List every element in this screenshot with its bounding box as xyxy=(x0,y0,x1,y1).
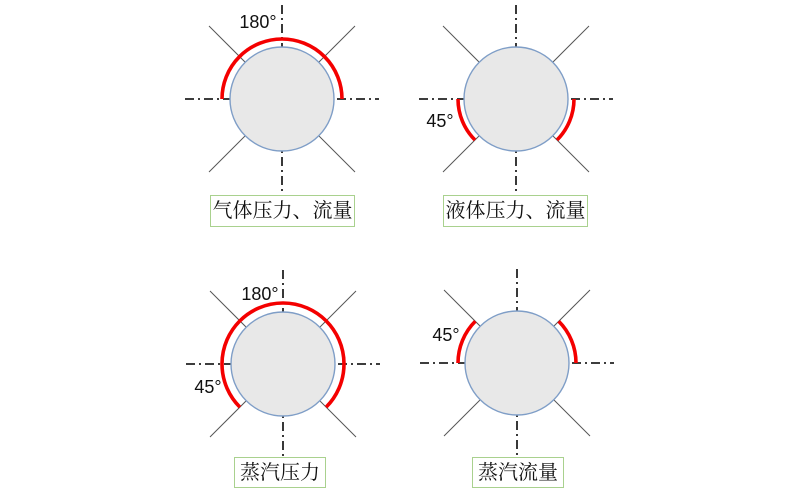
valve-circle-steam-flow xyxy=(465,311,569,415)
label-box-gas-pressure-flow xyxy=(210,195,355,227)
panel-steam-pressure xyxy=(186,270,380,458)
label-text-steam-pressure: 蒸汽压力 xyxy=(240,461,320,484)
panel-liquid-pressure-flow xyxy=(419,5,613,193)
angle-label-gas-pressure-flow-0: 180° xyxy=(239,12,277,32)
angle-label-steam-pressure-1: 45° xyxy=(194,377,222,397)
valve-circle-gas-pressure-flow xyxy=(230,47,334,151)
panel-steam-flow xyxy=(420,269,614,457)
angle-label-steam-flow-0: 45° xyxy=(432,325,460,345)
valve-circle-steam-pressure xyxy=(231,312,335,416)
label-text-steam-flow: 蒸汽流量 xyxy=(478,461,558,484)
valve-circle-liquid-pressure-flow xyxy=(464,47,568,151)
label-text-liquid-pressure-flow: 液体压力、流量 xyxy=(445,200,586,222)
angle-label-steam-pressure-0: 180° xyxy=(241,284,279,304)
label-box-steam-flow xyxy=(472,457,564,488)
label-text-gas-pressure-flow: 气体压力、流量 xyxy=(212,200,353,222)
panel-gas-pressure-flow xyxy=(185,5,379,193)
label-box-liquid-pressure-flow xyxy=(443,195,588,227)
angle-label-liquid-pressure-flow-0: 45° xyxy=(426,111,454,131)
label-box-steam-pressure xyxy=(234,457,326,488)
